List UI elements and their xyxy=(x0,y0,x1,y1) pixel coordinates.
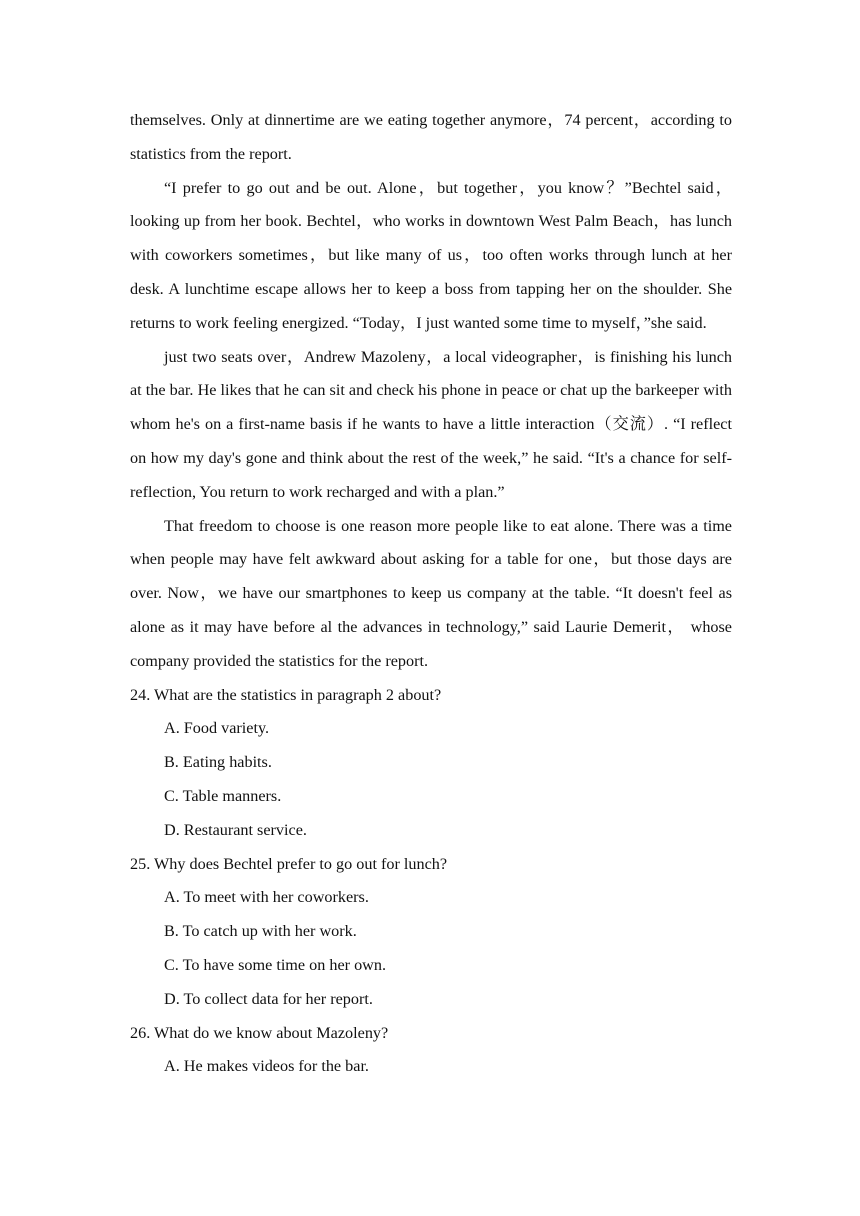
option-c: C. Table manners. xyxy=(164,786,282,805)
option-a: A. To meet with her coworkers. xyxy=(164,888,369,907)
passage-paragraph-2: “I prefer to go out and be out. Alone，but together，you know？”Bechtel said，looking up from her book. Bechtel，who works in downtown West Palm Beach，has lunch with coworkers sometimes，but like many of us，too often works through lunch at her desk. A lunchtime escape allows her to keep a boss from tapping her on the shoulder. She returns to work feeling energized. “Today，I just wanted some time to myself，”she said. xyxy=(130,178,732,332)
option-a: A. He makes videos for the bar. xyxy=(164,1057,369,1076)
question-26 xyxy=(130,1017,732,1085)
passage-paragraph-3: just two seats over，Andrew Mazoleny，a local videographer，is finishing his lunch at the bar. He likes that he can sit and check his phone in peace or chat up the barkeeper with whom he's on a first-name basis if he wants to have a little interaction（交流）. “I reflect on how my day's gone and think about the rest of the week,” he said. “It's a chance for self-reflection, You return to work recharged and with a plan.” xyxy=(130,347,732,501)
document-page xyxy=(130,104,732,1084)
question-24 xyxy=(130,679,732,848)
option-d: D. Restaurant service. xyxy=(164,820,307,839)
passage-paragraph-4: That freedom to choose is one reason more people like to eat alone. There was a time when people may have felt awkward about asking for a table for one，but those days are over. Now，we have our smartphones to keep us company at the table. “It doesn't feel as alone as it may have before al the advances in technology,” said Laurie Demerit， whose company provided the statistics for the report. xyxy=(130,516,732,670)
question-stem: 26. What do we know about Mazoleny? xyxy=(130,1023,389,1042)
option-d: D. To collect data for her report. xyxy=(164,989,373,1008)
question-25 xyxy=(130,848,732,1017)
question-stem: 24. What are the statistics in paragraph 2 about? xyxy=(130,685,442,704)
question-stem: 25. Why does Bechtel prefer to go out for lunch? xyxy=(130,854,448,873)
option-a: A. Food variety. xyxy=(164,719,270,738)
option-b: B. Eating habits. xyxy=(164,753,272,772)
passage-paragraph-1: themselves. Only at dinnertime are we eating together anymore，74 percent，according to statistics from the report. xyxy=(130,111,732,163)
option-b: B. To catch up with her work. xyxy=(164,922,357,941)
option-c: C. To have some time on her own. xyxy=(164,955,387,974)
